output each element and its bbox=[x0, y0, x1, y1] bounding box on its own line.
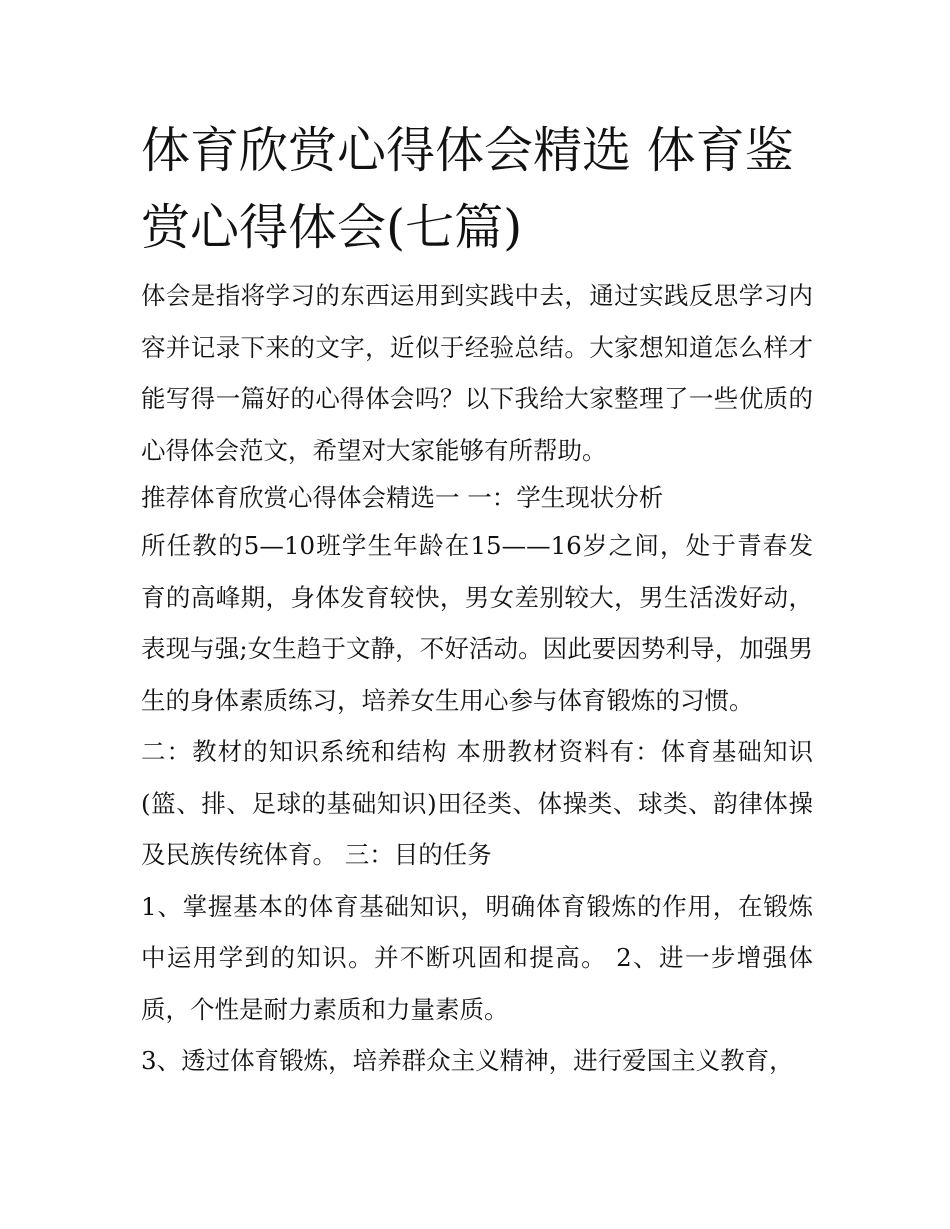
goals-paragraph-3: 3、透过体育锻炼，培养群众主义精神，进行爱国主义教育， bbox=[141, 1046, 794, 1075]
document-page bbox=[141, 112, 813, 1087]
student-analysis-paragraph: 所任教的5—10班学生年龄在15——16岁之间，处于青春发育的高峰期，身体发育较快，男女差别较大，男生活泼好动，表现与强;女生趋于文静，不好活动。因此要因势利导，加强男生的身体素质练习，培养女生用心参与体育锻炼的习惯。 bbox=[141, 531, 813, 715]
intro-paragraph: 体会是指将学习的东西运用到实践中去，通过实践反思学习内容并记录下来的文字，近似于经验总结。大家想知道怎么样才能写得一篇好的心得体会吗？以下我给大家整理了一些优质的心得体会范文，希望对大家能够有所帮助。 bbox=[141, 281, 813, 465]
section-heading-paragraph: 推荐体育欣赏心得体会精选一 一：学生现状分析 bbox=[141, 483, 664, 512]
goals-paragraph-1: 1、掌握基本的体育基础知识，明确体育锻炼的作用，在锻炼中运用学到的知识。并不断巩固和提高。 2、进一步增强体质，个性是耐力素质和力量素质。 bbox=[141, 891, 813, 1024]
document-title: 体育欣赏心得体会精选 体育鉴赏心得体会(七篇) bbox=[141, 122, 794, 256]
textbook-structure-paragraph: 二：教材的知识系统和结构 本册教材资料有：体育基础知识(篮、排、足球的基础知识)田径类、体操类、球类、韵律体操及民族传统体育。 三：目的任务 bbox=[141, 737, 813, 869]
